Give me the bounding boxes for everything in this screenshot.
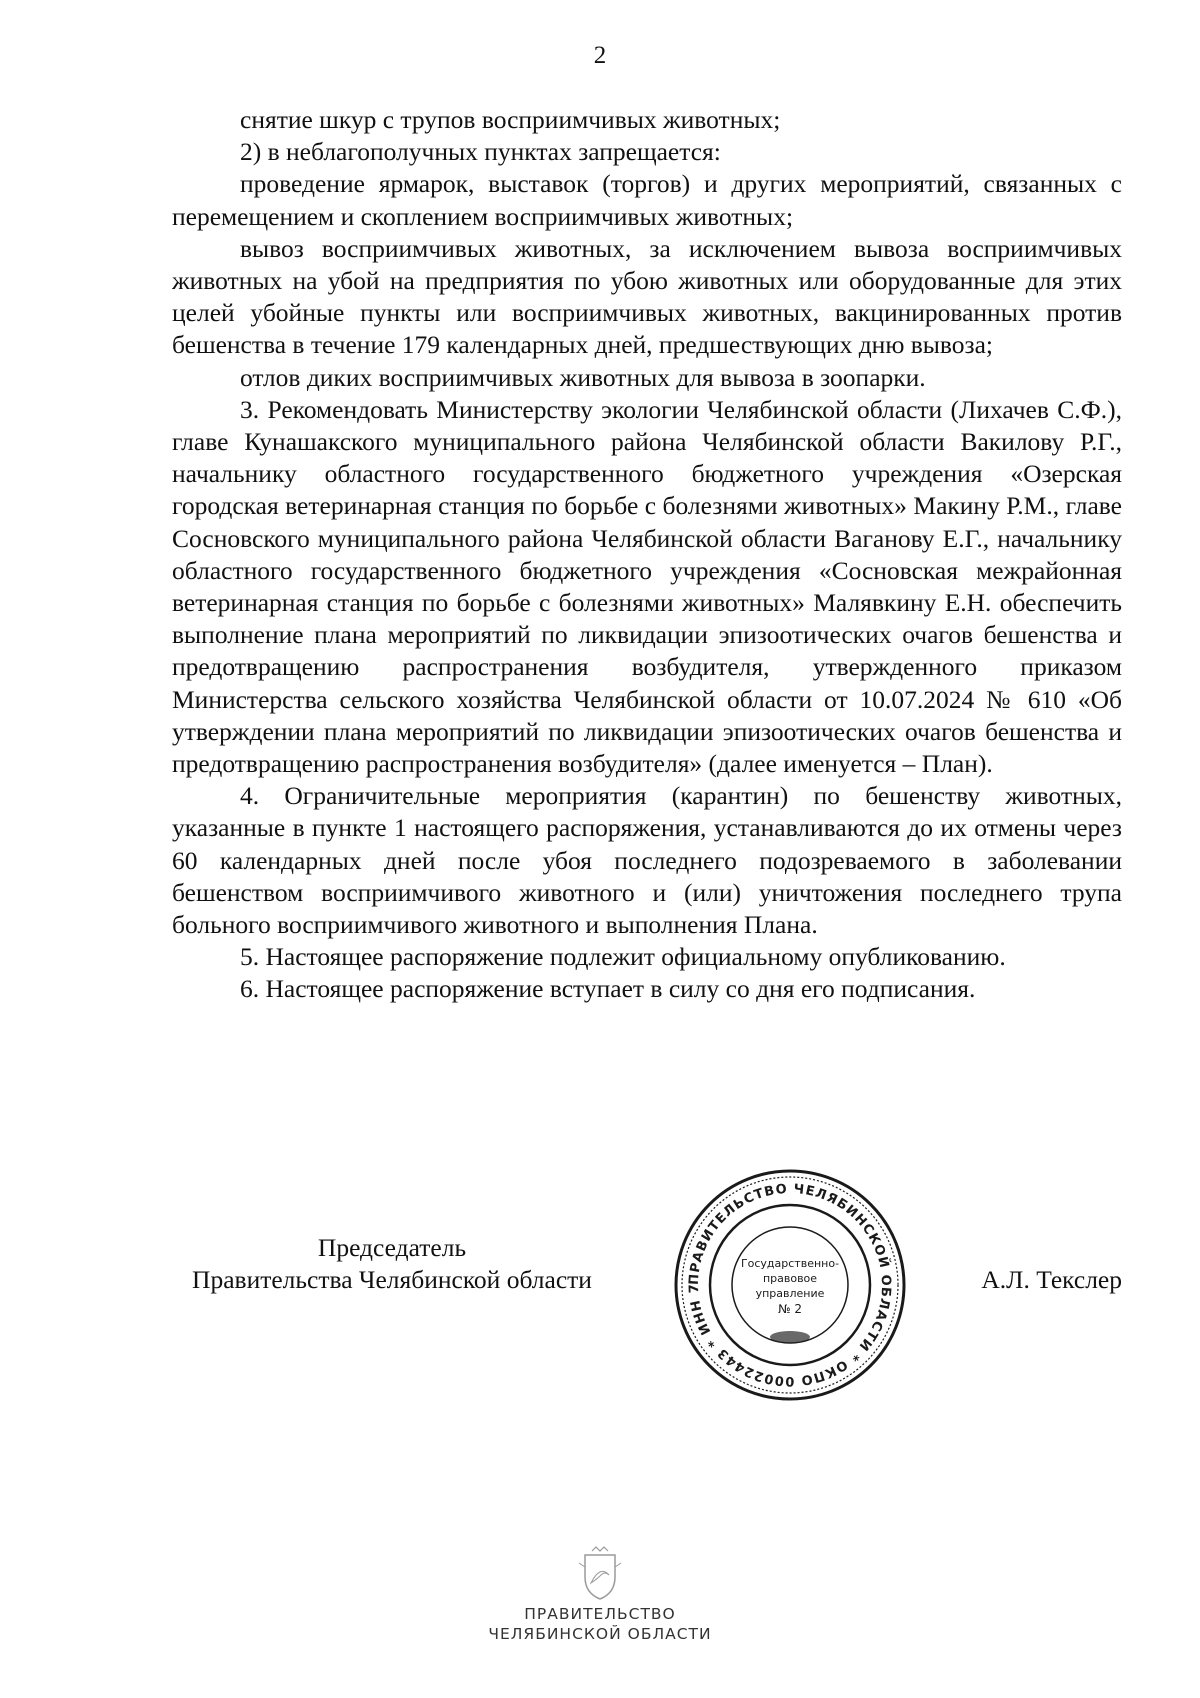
seal-center-line2: правовое xyxy=(762,1272,818,1285)
footer-line2: ЧЕЛЯБИНСКОЙ ОБЛАСТИ xyxy=(488,1625,712,1643)
footer-line1: ПРАВИТЕЛЬСТВО xyxy=(524,1605,676,1623)
paragraph-item-4: 4. Ограничительные мероприятия (карантин) по бешенству животных, указанные в пункте 1 настоящего распоряжения, устанавливаются до их отмены через 60 календарных дней после убоя последнего подозреваемого в заболевании бешенством восприимчивого животного и (или) уничтожения последнего трупа больного восприимчивого животного и выполнения Плана. xyxy=(172,781,1122,940)
page-number: 2 xyxy=(593,42,607,69)
paragraph-capture-ban: отлов диких восприимчивых животных для вывоза в зоопарки. xyxy=(240,362,926,392)
signatory-title: Председатель xyxy=(317,1233,467,1262)
paragraph-item-6: 6. Настоящее распоряжение вступает в силу со дня его подписания. xyxy=(240,974,976,1004)
paragraph-export-ban: вывоз восприимчивых животных, за исключением вывоза восприимчивых животных на убой на предприятия по убою животных или оборудованные для этих целей убойные пункты или восприимчивых животных, вакцинированных против бешенства в течение 179 календарных дней, предшествующих дню вывоза; xyxy=(172,233,1122,360)
document-body xyxy=(172,104,1122,1006)
coat-of-arms-icon xyxy=(575,1545,625,1601)
paragraph-item-3: 3. Рекомендовать Министерству экологии Челябинской области (Лихачев С.Ф.), главе Кунашакского муниципального района Челябинской области Вакилову Р.Г., начальнику областного государственного бюджетного учреждения «Озерская городская ветеринарная станция по борьбе с болезнями животных» Макину Р.М., главе Сосновского муниципального района Челябинской области Ваганову Е.Г., начальнику областного государственного бюджетного учреждения «Сосновская межрайонная ветеринарная станция по борьбе с болезнями животных» Малявкину Е.Н. обеспечить выполнение плана мероприятий по ликвидации эпизоотических очагов бешенства и предотвращению распространения возбудителя, утвержденного приказом Министерства сельского хозяйства Челябинской области от 10.07.2024 № 610 «Об утверждении плана мероприятий по ликвидации эпизоотических очагов бешенства и предотвращению распространения возбудителя» (далее именуется – План). xyxy=(172,394,1122,779)
signatory-organization: Правительства Челябинской области xyxy=(192,1265,592,1295)
paragraph-fairs-ban: проведение ярмарок, выставок (торгов) и других мероприятий, связанных с перемещением и скоплением восприимчивых животных; xyxy=(172,169,1122,231)
signatory-name: А.Л. Текслер xyxy=(981,1265,1122,1294)
seal-center-line3: управление xyxy=(755,1287,825,1300)
official-seal xyxy=(670,1165,910,1405)
paragraph-prohibited-heading: 2) в неблагополучных пунктах запрещается: xyxy=(240,137,721,167)
seal-center-line1: Государственно- xyxy=(740,1257,840,1270)
paragraph-item-5: 5. Настоящее распоряжение подлежит официальному опубликованию. xyxy=(240,942,1006,972)
seal-outer-text: ПРАВИТЕЛЬСТВО ЧЕЛЯБИНСКОЙ ОБЛАСТИ * ОКПО 00022443 * ИНН 7 xyxy=(686,1181,894,1389)
signatory-position xyxy=(172,1232,612,1296)
footer-organization xyxy=(0,1604,1200,1644)
paragraph-skin-removal: снятие шкур с трупов восприимчивых животных; xyxy=(240,105,781,134)
seal-center-line4: № 2 xyxy=(778,1302,802,1316)
